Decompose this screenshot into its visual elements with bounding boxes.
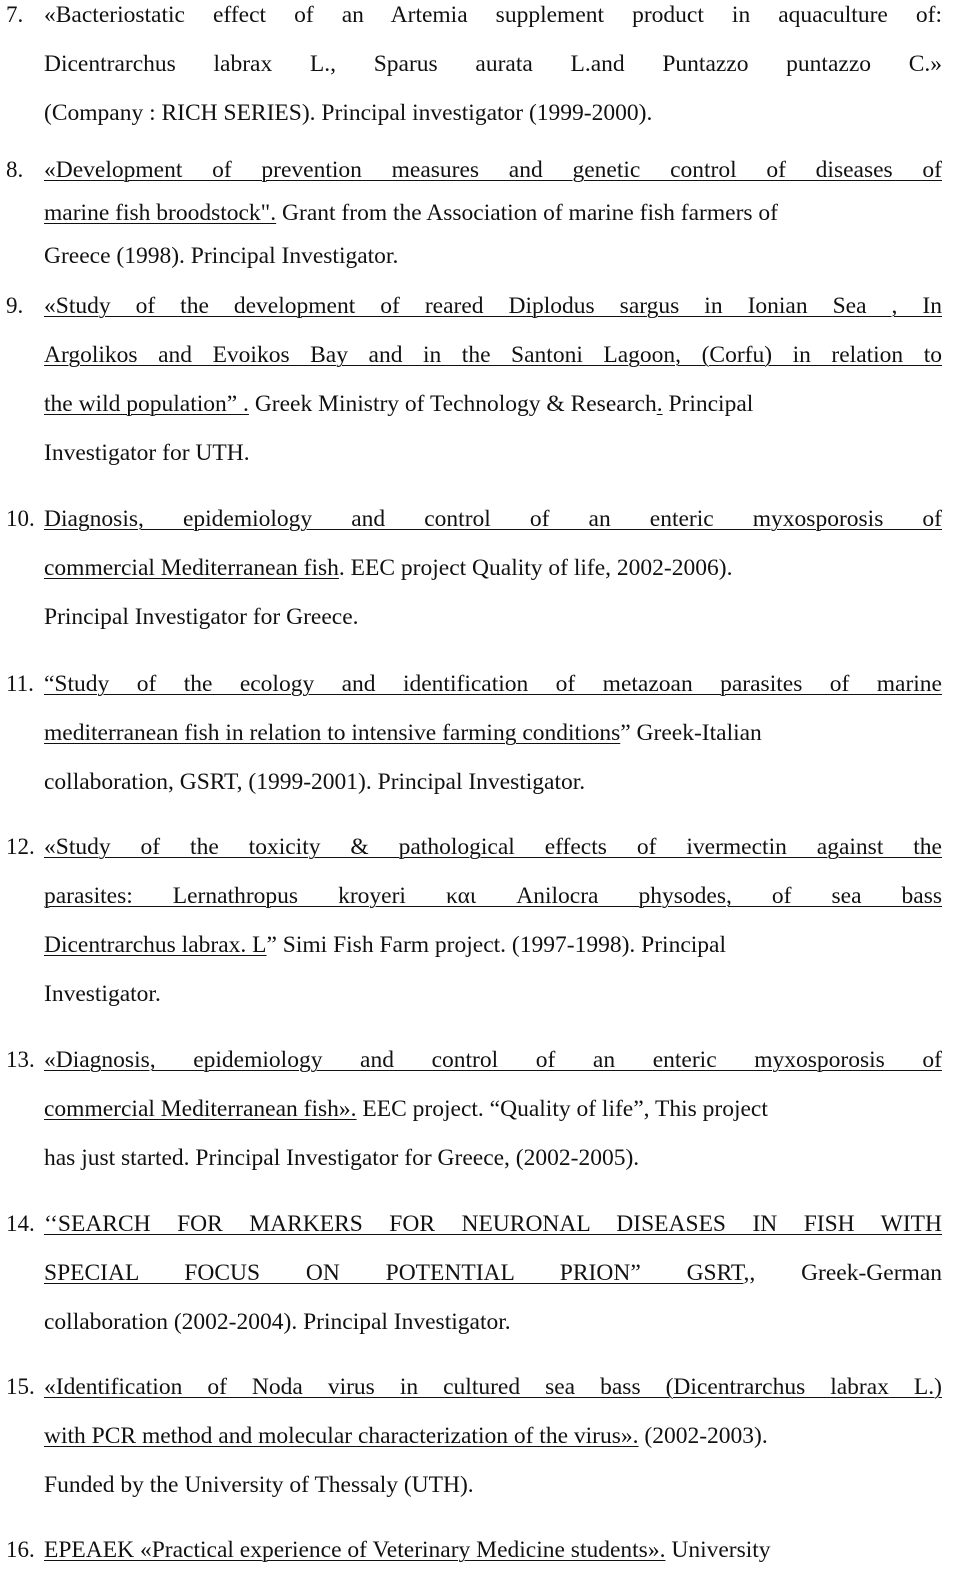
line-text: Dicentrarchus labrax L., Sparus aurata L.and Puntazzo puntazzo C.» xyxy=(44,51,942,77)
line-text: Investigator for UTH. xyxy=(44,440,250,466)
item-number: 15. xyxy=(6,1374,35,1399)
line-text: Principal xyxy=(662,391,754,417)
item-line xyxy=(44,605,942,629)
line-text: Grant from the Association of marine fish farmers of xyxy=(276,200,778,226)
item-number: 16. xyxy=(6,1537,35,1562)
item-number: 14. xyxy=(6,1211,35,1236)
underlined-title: Argolikos and Evoikos Bay and in the Santoni Lagoon, (Corfu) in relation to xyxy=(44,342,942,368)
line-text: . EEC project Quality of life, 2002-2006). xyxy=(338,555,733,581)
line-text: ,, Greek-German xyxy=(743,1260,942,1286)
item-number: 8. xyxy=(6,157,24,182)
item-line xyxy=(44,1375,942,1399)
underlined-title: ‘‘SEARCH FOR MARKERS FOR NEURONAL DISEASES IN FISH WITH xyxy=(44,1211,942,1237)
line-text: Funded by the University of Thessaly (UTH). xyxy=(44,1472,474,1498)
line-text: Greek Ministry of Technology & Research xyxy=(248,391,657,417)
item-line xyxy=(44,507,942,531)
line-text: collaboration, GSRT, (1999-2001). Principal Investigator. xyxy=(44,769,586,795)
underlined-title: marine fish broodstock". xyxy=(44,200,277,226)
item-line xyxy=(44,1424,942,1448)
line-text: (Company : RICH SERIES). Principal investigator (1999-2000). xyxy=(44,100,653,126)
line-text: «Bacteriostatic effect of an Artemia supplement product in aquaculture of: xyxy=(44,2,942,28)
item-line xyxy=(44,1261,942,1285)
underlined-title: «Development of prevention measures and genetic control of diseases of xyxy=(44,157,942,183)
item-line xyxy=(44,52,942,76)
item-line xyxy=(44,392,942,416)
underlined-title: «Study of the toxicity & pathological effects of ivermectin against the xyxy=(44,834,942,860)
item-line xyxy=(44,556,942,580)
underlined-title: «Diagnosis, epidemiology and control of an enteric myxosporosis of xyxy=(44,1047,942,1073)
item-line xyxy=(44,933,942,957)
item-number: 9. xyxy=(6,293,24,318)
item-line xyxy=(44,1212,942,1236)
item-line xyxy=(44,884,942,908)
underlined-title: «Study of the development of reared Diplodus sargus in Ionian Sea , In xyxy=(44,293,942,319)
item-line xyxy=(44,1310,942,1334)
underlined-title: parasites: Lernathropus kroyeri και Anilocra physodes, of sea bass xyxy=(44,883,942,909)
item-line xyxy=(44,201,942,225)
item-line xyxy=(44,835,942,859)
underlined-title: SPECIAL FOCUS ON POTENTIAL PRION” GSRT xyxy=(44,1260,744,1286)
underlined-title: commercial Mediterranean fish xyxy=(44,555,339,581)
underlined-title: “Study of the ecology and identification of metazoan parasites of marine xyxy=(44,671,942,697)
underlined-title: Dicentrarchus labrax. L xyxy=(44,932,267,958)
item-line xyxy=(44,158,942,182)
item-number: 13. xyxy=(6,1047,35,1072)
underlined-title: the wild population” . xyxy=(44,391,249,417)
item-number: 11. xyxy=(6,671,34,696)
line-text: ” Simi Fish Farm project. (1997-1998). Principal xyxy=(266,932,727,958)
item-line xyxy=(44,770,942,794)
item-line xyxy=(44,1048,942,1072)
item-line xyxy=(44,3,942,27)
line-text: collaboration (2002-2004). Principal Investigator. xyxy=(44,1309,511,1335)
item-line xyxy=(44,672,942,696)
line-text: ” Greek-Italian xyxy=(620,720,762,746)
line-text: Investigator. xyxy=(44,981,161,1007)
item-line xyxy=(44,1538,942,1562)
line-text: University xyxy=(665,1537,771,1563)
line-text: Principal Investigator for Greece. xyxy=(44,604,359,630)
underlined-period: . xyxy=(656,391,663,417)
item-number: 7. xyxy=(6,2,24,27)
item-line xyxy=(44,721,942,745)
underlined-title: commercial Mediterranean fish». xyxy=(44,1096,357,1122)
line-text: (2002-2003). xyxy=(638,1423,768,1449)
item-line xyxy=(44,1146,942,1170)
item-line xyxy=(44,441,942,465)
underlined-title: mediterranean fish in relation to intensive farming conditions xyxy=(44,720,621,746)
underlined-title: with PCR method and molecular characterization of the virus». xyxy=(44,1423,639,1449)
item-line xyxy=(44,294,942,318)
line-text: EEC project. “Quality of life”, This project xyxy=(356,1096,768,1122)
item-number: 12. xyxy=(6,834,35,859)
line-text: Greece (1998). Principal Investigator. xyxy=(44,243,399,269)
item-number: 10. xyxy=(6,506,35,531)
item-line xyxy=(44,1473,942,1497)
item-line xyxy=(44,343,942,367)
item-line xyxy=(44,982,942,1006)
underlined-title: «Identification of Noda virus in cultured sea bass (Dicentrarchus labrax L.) xyxy=(44,1374,942,1400)
item-line xyxy=(44,244,942,268)
underlined-title: Diagnosis, epidemiology and control of an enteric myxosporosis of xyxy=(44,506,942,532)
item-line xyxy=(44,101,942,125)
item-line xyxy=(44,1097,942,1121)
underlined-title: EPEAEK «Practical experience of Veterinary Medicine students». xyxy=(44,1537,666,1563)
line-text: has just started. Principal Investigator for Greece, (2002-2005). xyxy=(44,1145,640,1171)
